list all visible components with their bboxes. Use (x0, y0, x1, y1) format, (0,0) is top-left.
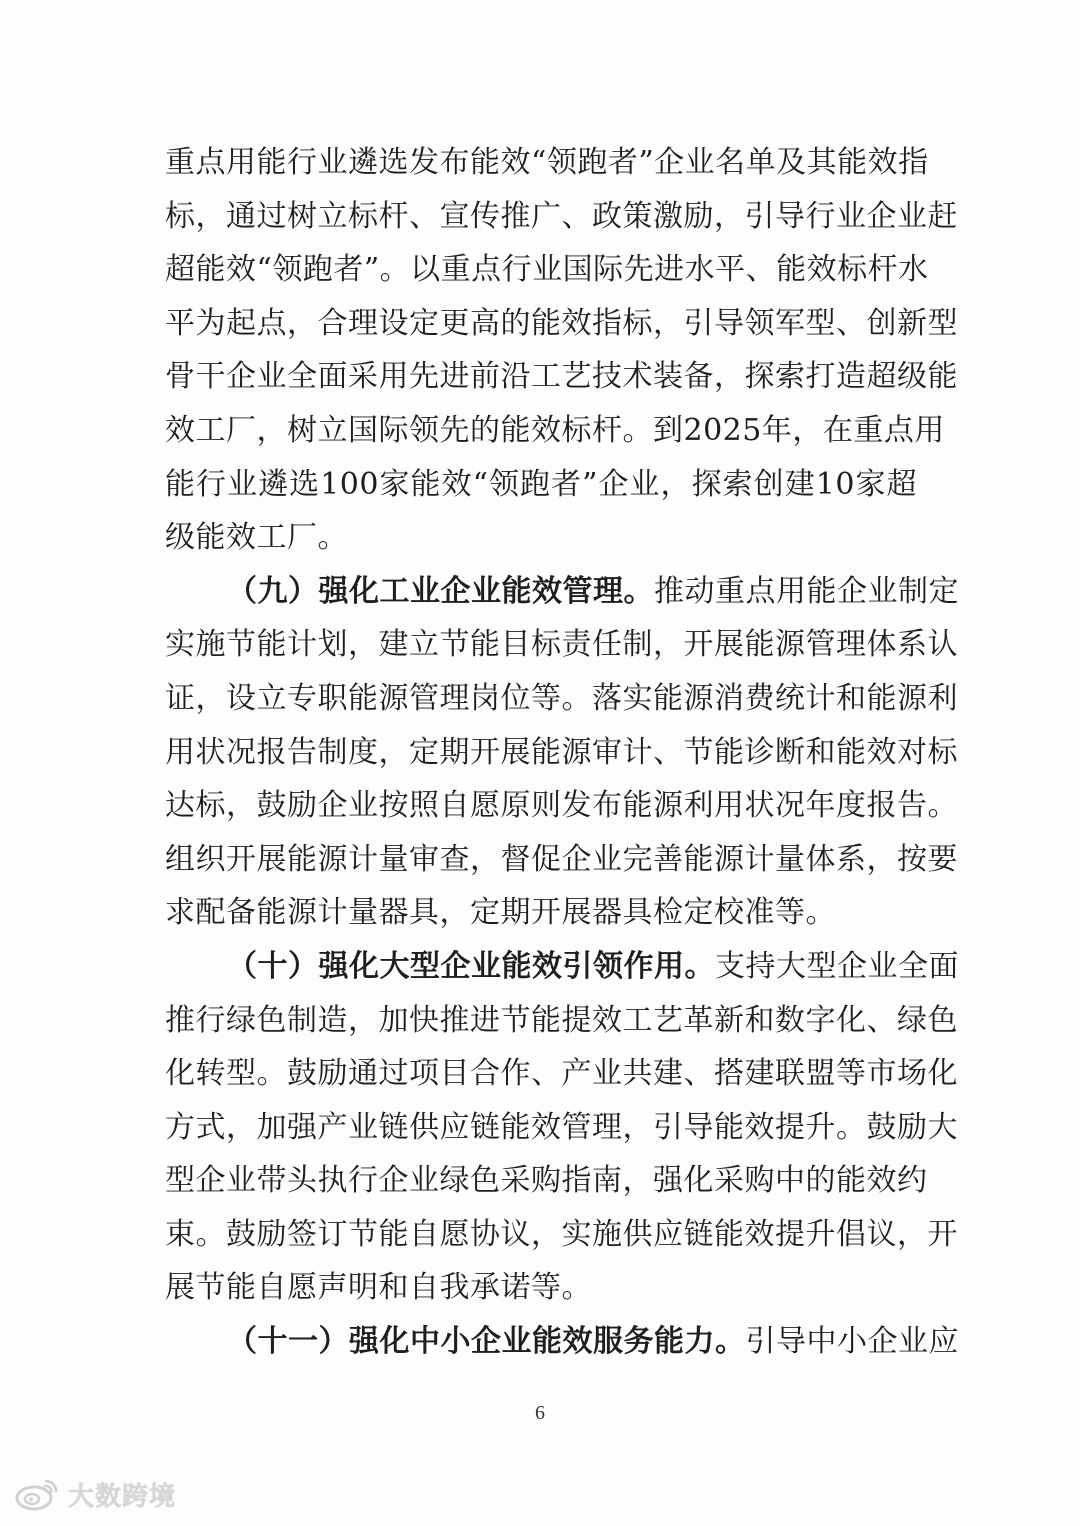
text-line: 平为起点，合理设定更高的能效指标，引导领军型、创新型 (165, 305, 958, 341)
text-line: 方式，加强产业链供应链能效管理，引导能效提升。鼓励大 (165, 1109, 958, 1145)
text-line: 效工厂，树立国际领先的能效标杆。到2025年，在重点用 (165, 412, 945, 448)
text-line: 超能效“领跑者”。以重点行业国际先进水平、能效标杆水 (165, 252, 929, 288)
text-line: 能行业遴选100家能效“领跑者”企业，探索创建10家超 (165, 466, 917, 502)
text-line: 求配备能源计量器具，定期开展器具检定校准等。 (165, 895, 836, 931)
body-text (165, 136, 959, 1369)
text-line (165, 940, 959, 994)
section-heading: （九）强化工业企业能效管理。 (227, 573, 654, 609)
text-line: 束。鼓励签订节能自愿协议，实施供应链能效提升倡议，开 (165, 1216, 958, 1252)
text-line: 型企业带头执行企业绿色采购指南，强化采购中的能效约 (165, 1163, 928, 1199)
text-line: 标，通过树立标杆、宣传推广、政策激励，引导行业企业赶 (165, 198, 958, 234)
paragraph (165, 565, 959, 940)
text-line: 推行绿色制造，加快推进节能提效工艺革新和数字化、绿色 (165, 1002, 958, 1038)
text-line: 重点用能行业遴选发布能效“领跑者”企业名单及其能效指 (165, 145, 929, 180)
paragraph (165, 940, 959, 1315)
text-run: 推动重点用能企业制定 (654, 573, 959, 609)
text-line: 达标，鼓励企业按照自愿原则发布能源利用状况年度报告。 (165, 788, 958, 824)
text-run: 支持大型企业全面 (715, 948, 959, 984)
text-line: 证，设立专职能源管理岗位等。落实能源消费统计和能源利 (165, 680, 958, 716)
paragraph (165, 136, 958, 565)
watermark (14, 1474, 176, 1514)
text-line: 骨干企业全面采用先进前沿工艺技术装备，探索打造超级能 (165, 359, 958, 395)
page-number: 6 (535, 1402, 545, 1424)
text-line: 用状况报告制度，定期开展能源审计、节能诊断和能效对标 (165, 734, 958, 770)
text-line: 化转型。鼓励通过项目合作、产业共建、搭建联盟等市场化 (165, 1056, 958, 1092)
text-line: 级能效工厂。 (165, 520, 348, 556)
text-line: 实施节能计划，建立节能目标责任制，开展能源管理体系认 (165, 627, 958, 663)
text-line: 组织开展能源计量审查，督促企业完善能源计量体系，按要 (165, 841, 958, 877)
text-line: 展节能自愿声明和自我承诺等。 (165, 1270, 592, 1306)
text-line (165, 565, 959, 619)
text-run: 引导中小企业应 (745, 1324, 959, 1360)
watermark-text: 大数跨境 (68, 1481, 177, 1512)
weibo-logo-icon (14, 1477, 60, 1511)
section-heading: （十）强化大型企业能效引领作用。 (227, 948, 715, 984)
section-heading: （十一）强化中小企业能效服务能力。 (227, 1324, 746, 1360)
text-line (165, 1315, 959, 1369)
paragraph (165, 1315, 959, 1369)
